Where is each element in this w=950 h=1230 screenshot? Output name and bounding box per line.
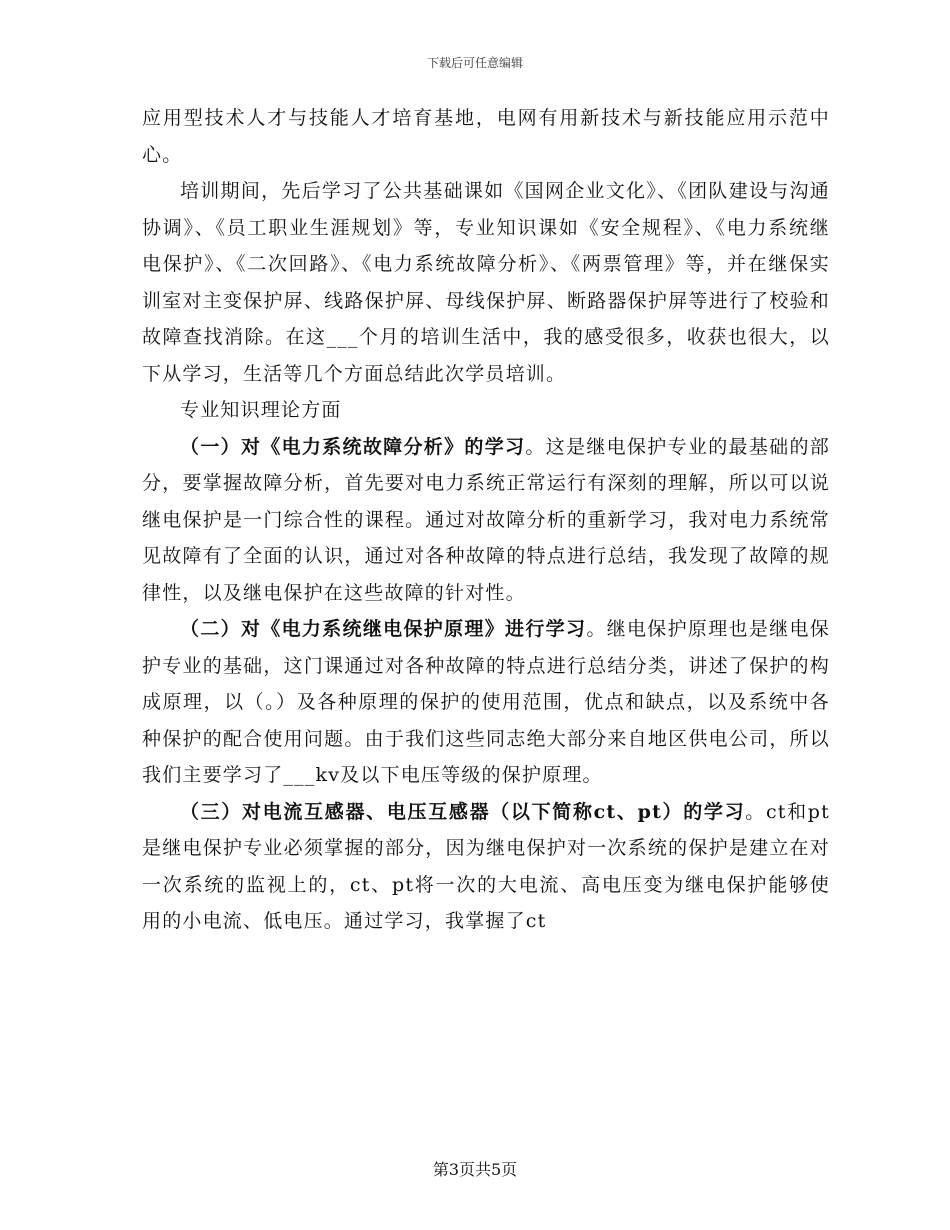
document-body (142, 100, 830, 940)
paragraph-fault-analysis (142, 429, 830, 612)
paragraph-relay-protection (142, 611, 830, 794)
paragraph-fault-analysis-body: 。这是继电保护专业的最基础的部分，要掌握故障分析，首先要对电力系统正常运行有深刻的理解，所以可以说继电保护是一门综合性的课程。通过对故障分析的重新学习，我对电力系统常见故障有了全面的认识，通过对各种故障的特点进行总结，我发现了故障的规律性，以及继电保护在这些故障的针对性。 (142, 435, 830, 604)
page-header: 下载后可任意编辑 (426, 56, 523, 70)
paragraph-relay-protection-heading: （二）对《电力系统继电保护原理》进行学习 (180, 618, 587, 640)
section-heading-professional-theory: 专业知识理论方面 (180, 399, 342, 421)
paragraph-ct-pt-body: 。ct和pt是继电保护专业必须掌握的部分，因为继电保护对一次系统的保护是建立在对一次系统的监视上的，ct、pt将一次的大电流、高电压变为继电保护能够使用的小电流、低电压。通过学习，我掌握了ct (142, 800, 830, 932)
paragraph-training-courses: 培训期间，先后学习了公共基础课如《国网企业文化》、《团队建设与沟通协调》、《员工职业生涯规划》等，专业知识课如《安全规程》、《电力系统继电保护》、《二次回路》、《电力系统故障分析》、《两票管理》等，并在继保实训室对主变保护屏、线路保护屏、母线保护屏、断路器保护屏等进行了校验和故障查找消除。在这___个月的培训生活中，我的感受很多，收获也很大，以下从学习，生活等几个方面总结此次学员培训。 (142, 180, 830, 385)
paragraph-ct-pt (142, 794, 830, 940)
paragraph-intro-continuation: 应用型技术人才与技能人才培育基地，电网有用新技术与新技能应用示范中心。 (142, 107, 830, 166)
page-number: 第3页共5页 (432, 1160, 518, 1179)
paragraph-ct-pt-heading: （三）对电流互感器、电压互感器（以下简称ct、pt）的学习 (180, 800, 746, 823)
paragraph-relay-protection-body: 。继电保护原理也是继电保护专业的基础，这门课通过对各种故障的特点进行总结分类，讲述了保护的构成原理，以（。）及各种原理的保护的使用范围，优点和缺点，以及系统中各种保护的配合使用问题。由于我们这些同志绝大部分来自地区供电公司，所以我们主要学习了___kv及以下电压等级的保护原理。 (142, 618, 830, 786)
paragraph-fault-analysis-heading: （一）对《电力系统故障分析》的学习 (180, 435, 526, 458)
